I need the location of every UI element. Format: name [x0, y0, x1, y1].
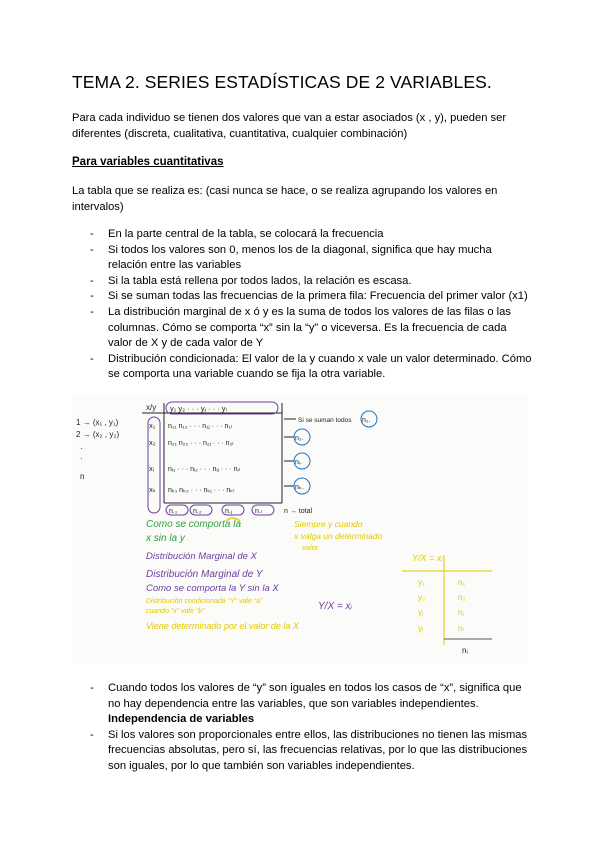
- dash-marker: -: [90, 305, 94, 318]
- row-total: nₖ.: [295, 484, 304, 491]
- note-left-dots: ·: [80, 444, 83, 453]
- row-label: xₖ: [149, 485, 156, 494]
- row-label: xᵢ: [149, 464, 154, 473]
- list-item: [72, 681, 532, 728]
- list-item: [72, 227, 532, 243]
- green-note: x sin la y: [146, 533, 185, 544]
- small-table-header: Y/X = xᵢ: [412, 553, 443, 563]
- condition-label: Y/X = xᵢ: [318, 601, 352, 612]
- small-row-label: yⱼ: [418, 608, 424, 617]
- dash-marker: -: [90, 728, 94, 741]
- purple-note: Distribución Marginal de X: [146, 551, 257, 562]
- yellow-right-note: valor: [302, 543, 319, 552]
- yellow-note: cuando “x” vale “b”: [146, 608, 205, 615]
- row-label: x₁: [149, 421, 156, 430]
- green-note: Como se comporta la: [146, 519, 242, 530]
- note-left-row-1: 1 → (x₁ , y₁): [76, 418, 119, 427]
- table-row: n₂₁ n₂₂ · · · n₂ⱼ · · · n₂ₗ: [168, 440, 234, 447]
- small-row-label: y₂: [418, 593, 426, 602]
- handwritten-notes-image: [72, 395, 528, 663]
- small-row-value: nⱼ: [458, 608, 464, 617]
- small-total: nᵢ: [462, 646, 468, 655]
- row-label: x₂: [149, 438, 156, 447]
- dash-marker: -: [90, 352, 94, 365]
- yellow-note: Distribución condicionada “Y” vale “a”: [146, 598, 263, 605]
- list-item: [72, 305, 532, 352]
- small-row-value: nₗ: [458, 624, 464, 633]
- bullet-text: Si la tabla está rellena por todos lados, la relación es escasa.: [108, 274, 412, 287]
- bullet-list: [72, 227, 532, 383]
- list-item: [72, 243, 532, 274]
- intro-paragraph: Para cada individuo se tienen dos valores que van a estar asociados (x , y), pueden ser diferentes (discreta, cualitativa, cuantitativa, cualquier combinación): [72, 112, 507, 140]
- small-row-label: yₗ: [418, 624, 424, 633]
- table-intro-paragraph: La tabla que se realiza es: (casi nunca se hace, o se realiza agrupando los valores en intervalos): [72, 185, 498, 213]
- col-total: n.₁: [169, 508, 178, 515]
- yellow-right-note: Siempre y cuando: [294, 519, 363, 529]
- bullet-text: La distribución marginal de x ó y es la suma de todos los valores de las filas o las columnas. Cómo se comporta “x” sin la “y” o viceversa. Es la frecuencia de cada valor de X y de cada valor de Y: [108, 305, 511, 350]
- bullet-text: Si los valores son proporcionales entre ellos, las distribuciones no tienen las mismas frecuencias absolutas, pero sí, las frecuencias relativas, por lo que las distribuciones son iguales, por lo que también son variables independientes.: [108, 728, 528, 772]
- list-item: [72, 289, 532, 305]
- dash-marker: -: [90, 274, 94, 287]
- note-left-dots: ·: [80, 454, 83, 463]
- list-item: [72, 274, 532, 290]
- small-row-label: y₁: [418, 578, 425, 587]
- dash-marker: -: [90, 682, 94, 694]
- row-total: nᵢ.: [295, 459, 302, 466]
- small-row-value: n₁: [458, 578, 466, 587]
- yellow-right-note: x valga un determinado: [294, 531, 383, 541]
- dash-marker: -: [90, 290, 94, 303]
- yellow-note: Viene determinado por el valor de la X: [146, 621, 299, 631]
- list-item: [72, 352, 532, 383]
- purple-note: Como se comporta la Y sin la X: [146, 583, 279, 594]
- note-left-n: n: [80, 472, 85, 481]
- bullet-text: En la parte central de la tabla, se colocará la frecuencia: [108, 228, 384, 240]
- table-header-cells: y₁ y₂ · · · yⱼ · · · yₗ: [170, 404, 227, 413]
- dash-marker: -: [90, 243, 94, 256]
- col-total: n.ⱼ: [225, 508, 233, 515]
- bullet-text: Si todos los valores son 0, menos los de la diagonal, significa que hay mucha relación entre las variables: [108, 243, 492, 272]
- section-subheading: Para variables cuantitativas: [72, 156, 224, 168]
- table-row: nᵢ₁ · · · nᵢ₂ · · · nᵢⱼ · · · nᵢₗ: [168, 466, 240, 473]
- table-row: n₁₁ n₁₂ · · · n₁ⱼ · · · n₁ₗ: [168, 423, 232, 430]
- bullet-text: Cuando todos los valores de “y” son iguales en todos los casos de “x”, significa que no hay dependencia entre las variables, que son variables independientes.: [108, 682, 522, 710]
- bullet-list-2: [72, 681, 532, 775]
- purple-note: Distribución Marginal de Y: [146, 569, 263, 580]
- note-left-row-2: 2 → (x₂ , y₂): [76, 430, 120, 439]
- table-row: nₖ₁ nₖ₂ · · · nₖⱼ · · · nₖₗ: [168, 487, 235, 494]
- bullet-text: Si se suman todas las frecuencias de la primera fila: Frecuencia del primer valor (x1): [108, 290, 528, 303]
- document-title: TEMA 2. SERIES ESTADÍSTICAS DE 2 VARIABLES.: [72, 72, 492, 92]
- row-total: n₂.: [295, 435, 304, 442]
- list-item: [72, 728, 532, 775]
- col-total: n.₂: [193, 508, 202, 515]
- small-row-value: n₂: [458, 593, 466, 602]
- table-header-xy: x/y: [146, 403, 157, 412]
- independence-heading: Independencia de variables: [108, 713, 255, 726]
- dash-marker: -: [90, 228, 94, 240]
- total-label: n → total: [284, 508, 313, 515]
- sum-note: Si se suman todos: [298, 417, 352, 424]
- row-total: n₁.: [362, 417, 371, 424]
- col-total: n.ₗ: [255, 508, 262, 515]
- bullet-text: Distribución condicionada: El valor de la y cuando x vale un valor determinado. Cómo se comporta una variable cuando se fija la otra variable.: [108, 352, 532, 381]
